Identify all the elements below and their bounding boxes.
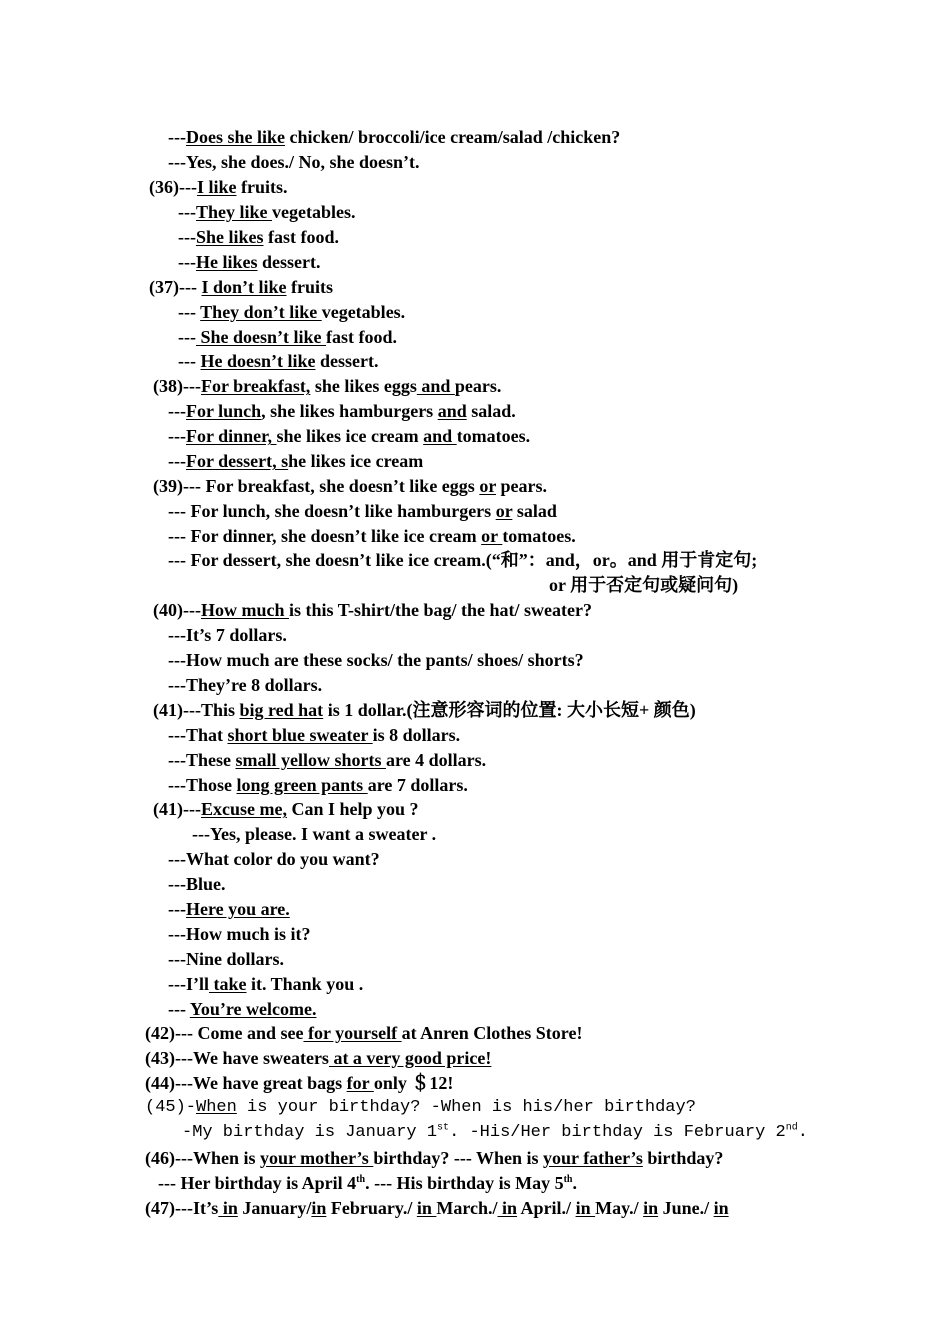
line-what-color: ---What color do you want? — [168, 849, 380, 869]
line-ill-take-it: ---I’ll take it. Thank you . — [168, 974, 364, 994]
line-they-dont-like: --- They don’t like vegetables. — [178, 302, 406, 322]
line-here-you-are: ---Here you are. — [168, 899, 290, 919]
line-long-green-pants: ---Those long green pants are 7 dollars. — [168, 775, 468, 795]
line-41-excuse-me: (41)---Excuse me, Can I help you ? — [153, 799, 419, 819]
line-theyre-8-dollars: ---They’re 8 dollars. — [168, 675, 323, 695]
line-she-likes: ---She likes fast food. — [178, 227, 340, 247]
line-youre-welcome: --- You’re welcome. — [168, 999, 317, 1019]
line-for-dinner: ---For dinner, she likes ice cream and tomatoes. — [168, 426, 531, 446]
line-small-yellow-shorts: ---These small yellow shorts are 4 dollars. — [168, 750, 487, 770]
line-43-good-price: (43)---We have sweaters at a very good price! — [145, 1048, 492, 1068]
line-they-like: ---They like vegetables. — [178, 202, 356, 222]
line-he-doesnt-like: --- He doesn’t like dessert. — [178, 351, 379, 371]
line-note-continued: or 用于否定句或疑问句) — [549, 575, 739, 595]
line-blue: ---Blue. — [168, 874, 226, 894]
line-44-great-bags: (44)---We have great bags for only ＄12! — [145, 1073, 454, 1093]
line-my-birthday: -My birthday is January 1st. -His/Her birthday is February 2nd. — [182, 1122, 808, 1142]
line-lunch-or: --- For lunch, she doesn’t like hamburgers or salad — [168, 501, 557, 521]
line-for-dessert: ---For dessert, she likes ice cream — [168, 451, 424, 471]
line-nine-dollars: ---Nine dollars. — [168, 949, 284, 969]
line-how-much-are-these: ---How much are these socks/ the pants/ shoes/ shorts? — [168, 650, 584, 670]
line-41-big-red-hat: (41)---This big red hat is 1 dollar.(注意形容词的位置: 大小长短+ 颜色) — [153, 700, 696, 720]
line-yes-she-does: ---Yes, she does./ No, she doesn’t. — [168, 152, 420, 172]
line-dessert-note: --- For dessert, she doesn’t like ice cream.(“和”：and，or。and 用于肯定句; — [168, 550, 758, 570]
line-how-much-is-it: ---How much is it? — [168, 924, 311, 944]
line-yes-please: ---Yes, please. I want a sweater . — [192, 824, 437, 844]
line-39-breakfast-or: (39)--- For breakfast, she doesn’t like eggs or pears. — [153, 476, 547, 496]
line-short-blue-sweater: ---That short blue sweater is 8 dollars. — [168, 725, 461, 745]
line-36-i-like: (36)---I like fruits. — [149, 177, 288, 197]
line-42-come-and-see: (42)--- Come and see for yourself at Anren Clothes Store! — [145, 1023, 583, 1043]
line-her-birthday: --- Her birthday is April 4th. --- His birthday is May 5th. — [158, 1173, 577, 1193]
line-46-mothers-birthday: (46)---When is your mother’s birthday? --- When is your father’s birthday? — [145, 1148, 724, 1168]
line-does-she-like: ---Does she like chicken/ broccoli/ice cream/salad /chicken? — [168, 127, 621, 147]
line-45-when-birthday: (45)-When is your birthday? -When is his/her birthday? — [145, 1098, 696, 1117]
line-47-months: (47)---It’s in January/in February./ in March./ in April./ in May./ in June./ in — [145, 1198, 729, 1218]
line-38-for-breakfast: (38)---For breakfast, she likes eggs and pears. — [153, 376, 502, 396]
line-he-likes: ---He likes dessert. — [178, 252, 321, 272]
line-she-doesnt-like: --- She doesn’t like fast food. — [178, 327, 398, 347]
line-40-how-much: (40)---How much is this T-shirt/the bag/ the hat/ sweater? — [153, 600, 593, 620]
line-for-lunch: ---For lunch, she likes hamburgers and salad. — [168, 401, 516, 421]
line-37-i-dont-like: (37)--- I don’t like fruits — [149, 277, 334, 297]
line-its-7-dollars: ---It’s 7 dollars. — [168, 625, 287, 645]
line-dinner-or: --- For dinner, she doesn’t like ice cream or tomatoes. — [168, 526, 576, 546]
